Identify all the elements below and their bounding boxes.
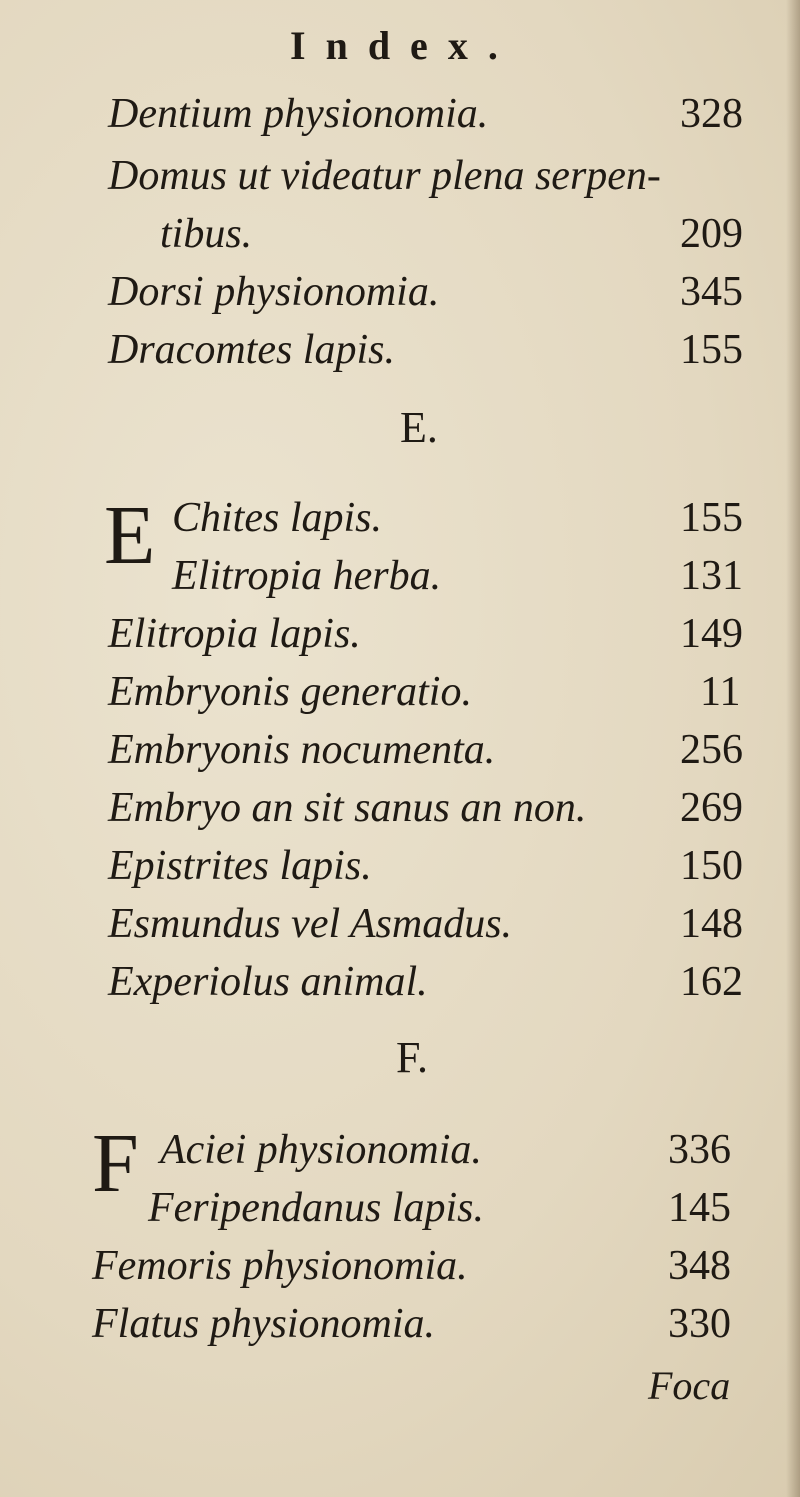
- index-entry: [0, 610, 800, 670]
- index-entry: [0, 268, 800, 328]
- page-header: Index.: [290, 23, 518, 68]
- entry-text: Dracomtes lapis.: [108, 327, 395, 373]
- entry-page: 150: [680, 843, 743, 889]
- entry-text: Epistrites lapis.: [108, 843, 372, 889]
- entry-text: Experiolus animal.: [108, 959, 428, 1005]
- entry-page: 328: [680, 91, 743, 137]
- index-entry: [0, 900, 800, 960]
- entry-page: 209: [680, 211, 743, 257]
- entry-page: 345: [680, 269, 743, 315]
- index-entry: [0, 726, 800, 786]
- entry-page: 148: [680, 901, 743, 947]
- index-entry: [0, 494, 800, 554]
- index-entry: [0, 152, 800, 212]
- entry-text: Flatus physionomia.: [92, 1301, 435, 1347]
- entry-text: Elitropia herba.: [172, 553, 442, 599]
- entry-text: Aciei physionomia.: [160, 1127, 482, 1173]
- entry-page: 155: [680, 495, 743, 541]
- entry-text: Feripendanus lapis.: [148, 1185, 484, 1231]
- entry-text: Femoris physionomia.: [92, 1243, 468, 1289]
- index-entry: [0, 1126, 800, 1186]
- entry-text: Dorsi physionomia.: [108, 269, 440, 315]
- entry-text: Elitropia lapis.: [108, 611, 361, 657]
- entry-page: 149: [680, 611, 743, 657]
- index-entry: [0, 842, 800, 902]
- entry-text: Dentium physionomia.: [108, 91, 489, 137]
- drop-cap-e: E: [104, 489, 156, 582]
- catchword: Foca: [648, 1363, 731, 1408]
- drop-cap-f: F: [92, 1117, 139, 1210]
- entry-page: 162: [680, 959, 743, 1005]
- section-heading-f: F.: [396, 1033, 428, 1082]
- entry-page: 155: [680, 327, 743, 373]
- index-entry: [0, 958, 800, 1018]
- entry-page: 269: [680, 785, 743, 831]
- entry-text: Embryo an sit sanus an non.: [108, 785, 587, 831]
- entry-page: 256: [680, 727, 743, 773]
- index-entry: [0, 668, 800, 728]
- entry-text: Embryonis nocumenta.: [108, 727, 496, 773]
- index-entry: [0, 326, 800, 386]
- entry-page: 348: [668, 1243, 731, 1289]
- index-entry: [0, 1300, 800, 1360]
- entry-page: 145: [668, 1185, 731, 1231]
- index-entry: [0, 552, 800, 612]
- entry-text: Domus ut videatur plena serpen-: [108, 153, 661, 199]
- entry-page: 336: [668, 1127, 731, 1173]
- index-entry: [0, 90, 800, 150]
- entry-text: Esmundus vel Asmadus.: [108, 901, 513, 947]
- entry-text: Embryonis generatio.: [108, 669, 472, 715]
- index-entry: [0, 784, 800, 844]
- index-entry: [0, 1242, 800, 1302]
- index-entry: [0, 210, 800, 270]
- entry-page: 11: [700, 669, 741, 715]
- section-heading-e: E.: [400, 403, 438, 452]
- entry-text: tibus.: [160, 211, 253, 257]
- index-entry: [0, 1184, 800, 1244]
- entry-text: Chites lapis.: [172, 495, 383, 541]
- entry-page: 131: [680, 553, 743, 599]
- entry-page: 330: [668, 1301, 731, 1347]
